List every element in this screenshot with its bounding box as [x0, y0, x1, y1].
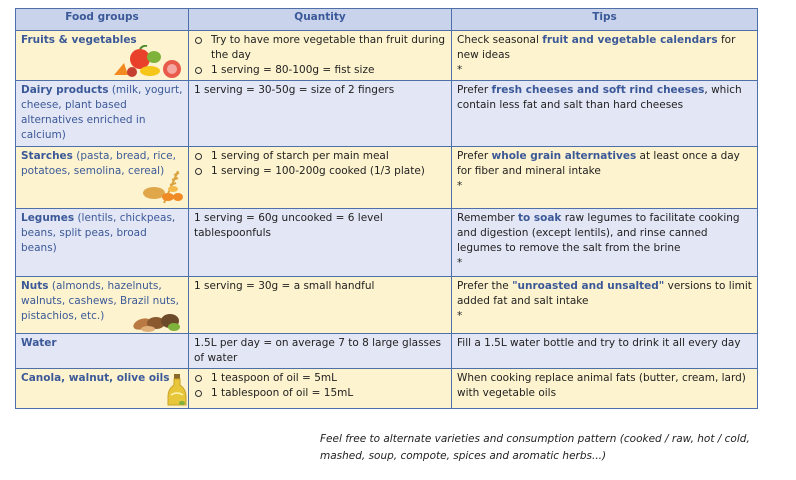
quantity-text: 1 serving = 30-50g = size of 2 fingers — [194, 84, 395, 96]
food-group-name: Canola, walnut, olive oils — [21, 372, 170, 384]
quantity-cell — [189, 31, 452, 81]
table-header-row — [16, 9, 758, 31]
row-dairy-products — [16, 81, 758, 147]
header-quantity: Quantity — [189, 9, 452, 31]
row-fruits-vegetables — [16, 31, 758, 81]
row-water — [16, 334, 758, 369]
tip-cell: Fill a 1.5L water bottle and try to drink it all every day — [452, 334, 758, 369]
header-tips: Tips — [452, 9, 758, 31]
footnote-marker: * — [457, 180, 463, 192]
tip-cell: When cooking replace animal fats (butter, cream, lard) with vegetable oils — [452, 369, 758, 409]
quantity-cell — [189, 81, 452, 147]
row-legumes — [16, 209, 758, 277]
food-group-name: Starches — [21, 150, 73, 162]
tip-cell: Prefer fresh cheeses and soft rind cheeses, which contain less fat and salt than hard cheeses — [452, 81, 758, 147]
header-food-groups: Food groups — [16, 9, 189, 31]
tip-cell: Prefer the "unroasted and unsalted" versions to limit added fat and salt intake * — [452, 277, 758, 334]
food-group-name: Water — [21, 337, 57, 349]
quantity-item: 1 teaspoon of oil = 5mL — [194, 371, 446, 386]
quantity-text: 1 serving = 60g uncooked = 6 level tablespoonfuls — [194, 212, 383, 239]
tip-highlight: fresh cheeses and soft rind cheeses — [491, 84, 705, 96]
quantity-item: 1 serving of starch per main meal — [194, 149, 446, 164]
row-oils — [16, 369, 758, 409]
fruits-vegetables-icon — [110, 45, 186, 79]
tip-cell: Prefer whole grain alternatives at least once a day for fiber and mineral intake * — [452, 147, 758, 209]
footnote-marker: * — [457, 257, 463, 269]
oil-bottle-icon — [166, 373, 188, 407]
quantity-cell — [189, 209, 452, 277]
starches-icon — [140, 167, 188, 205]
food-group-cell — [16, 334, 189, 369]
quantity-item: 1 serving = 100-200g cooked (1/3 plate) — [194, 164, 446, 179]
tip-cell: Check seasonal fruit and vegetable calendars for new ideas * — [452, 31, 758, 81]
food-group-cell — [16, 31, 189, 81]
quantity-cell — [189, 277, 452, 334]
food-group-name: Legumes — [21, 212, 75, 224]
tip-highlight: to soak — [517, 212, 562, 224]
food-group-cell — [16, 369, 189, 409]
food-group-cell: Dairy products (milk, yogurt, cheese, plant based alternatives enriched in calcium) — [16, 81, 189, 147]
tip-highlight: whole grain alternatives — [491, 150, 637, 162]
tip-cell: Remember to soak raw legumes to facilitate cooking and digestion (except lentils), and rinse canned legumes to remove the salt from the brine * — [452, 209, 758, 277]
food-group-name: Fruits & vegetables — [21, 34, 137, 46]
quantity-cell — [189, 369, 452, 409]
food-group-cell: Legumes (lentils, chickpeas, beans, split peas, broad beans) — [16, 209, 189, 277]
food-group-name: Dairy products — [21, 84, 109, 96]
footnote-marker: * — [457, 310, 463, 322]
tip-highlight: "unroasted and unsalted" — [512, 280, 665, 292]
food-group-cell: Nuts (almonds, hazelnuts, walnuts, cashews, Brazil nuts, pistachios, etc.) — [16, 277, 189, 334]
food-group-cell: Starches (pasta, bread, rice, potatoes, semolina, cereal) — [16, 147, 189, 209]
tip-highlight: fruit and vegetable calendars — [542, 34, 718, 46]
quantity-text: 1.5L per day = on average 7 to 8 large glasses of water — [194, 337, 441, 364]
quantity-text: 1 serving = 30g = a small handful — [194, 280, 375, 292]
nuts-icon — [130, 309, 188, 333]
food-groups-table — [15, 8, 758, 409]
food-group-name: Nuts — [21, 280, 49, 292]
row-nuts — [16, 277, 758, 334]
quantity-cell — [189, 147, 452, 209]
footnote-text: Feel free to alternate varieties and consumption pattern (cooked / raw, hot / cold, mashed, soup, compote, spices and aromatic herbs...) — [320, 433, 750, 462]
row-starches — [16, 147, 758, 209]
quantity-item: Try to have more vegetable than fruit during the day — [194, 33, 446, 63]
quantity-item: 1 serving = 80-100g = fist size — [194, 63, 446, 78]
quantity-cell — [189, 334, 452, 369]
footnote-marker: * — [457, 64, 463, 76]
quantity-item: 1 tablespoon of oil = 15mL — [194, 386, 446, 401]
